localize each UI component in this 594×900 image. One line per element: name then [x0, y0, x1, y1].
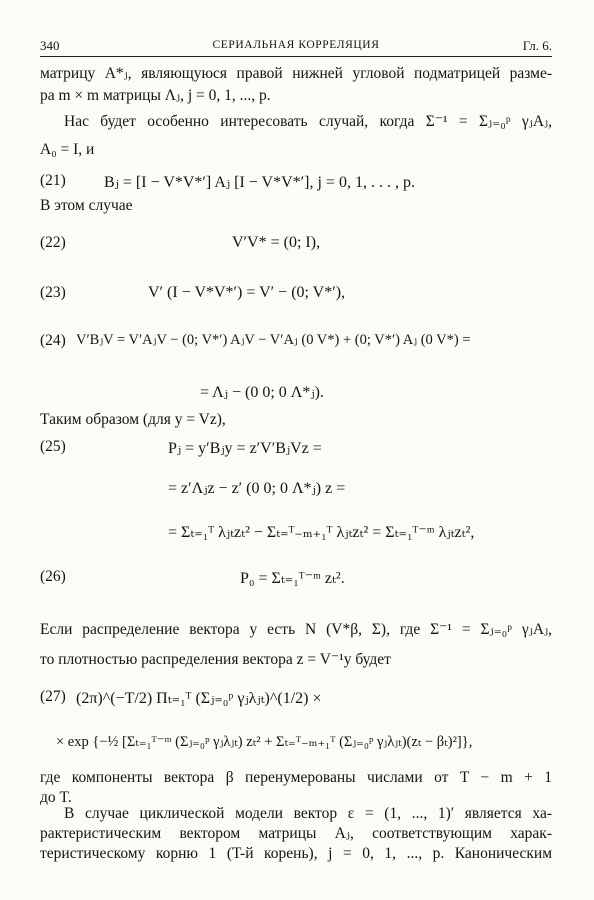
equation: V′V* = (0; I), — [232, 234, 321, 251]
header-rule — [40, 56, 552, 57]
text-line: рактеристическим вектором матрицы Aⱼ, соответствующим харак- — [40, 825, 552, 842]
equation: × exp {−½ [Σₜ₌₁ᵀ⁻ᵐ (Σⱼ₌₀ᵖ γⱼλⱼₜ) zₜ² + Σₜ₌ᵀ₋ₘ₊₁ᵀ (Σⱼ₌₀ᵖ γⱼλⱼₜ)(zₜ − βₜ)²]}, — [56, 734, 473, 750]
page-header — [40, 38, 552, 56]
text-line: Если распределение вектора y есть N (V*β, Σ), где Σ⁻¹ = Σⱼ₌₀ᵖ γⱼAⱼ, — [40, 621, 552, 638]
chapter-label: Гл. 6. — [522, 38, 552, 53]
text-line: ра m × m матрицы Λⱼ, j = 0, 1, ..., p. — [40, 87, 271, 104]
equation-number: (24) — [40, 332, 66, 349]
text-line: Таким образом (для y = Vz), — [40, 411, 226, 428]
text-line: то плотностью распределения вектора z = V⁻¹y будет — [40, 651, 391, 668]
equation: Pⱼ = y′Bⱼy = z′V′BⱼVz = — [168, 440, 322, 457]
text-line: В этом случае — [40, 197, 133, 214]
running-title: СЕРИАЛЬНАЯ КОРРЕЛЯЦИЯ — [212, 39, 380, 51]
text-line: матрицу A*ⱼ, являющуюся правой нижней угловой подматрицей разме- — [40, 65, 552, 82]
equation: V′ (I − V*V*′) = V′ − (0; V*′), — [148, 284, 346, 301]
equation: P₀ = Σₜ₌₁ᵀ⁻ᵐ zₜ². — [240, 570, 345, 587]
equation: V′BⱼV = V′AⱼV − (0; V*′) AⱼV − V′Aⱼ (0 V*) + (0; V*′) Aⱼ (0 V*) = — [76, 332, 471, 348]
equation: Bⱼ = [I − V*V*′] Aⱼ [I − V*V*′], j = 0, 1, . . . , p. — [104, 174, 415, 191]
equation-number: (21) — [40, 172, 66, 189]
text-line: A₀ = I, и — [40, 141, 95, 158]
equation: = Σₜ₌₁ᵀ λⱼₜzₜ² − Σₜ₌ᵀ₋ₘ₊₁ᵀ λⱼₜzₜ² = Σₜ₌₁ᵀ⁻ᵐ λⱼₜzₜ², — [168, 524, 475, 541]
text-line: В случае циклической модели вектор ε = (1, ..., 1)′ является ха- — [64, 805, 552, 822]
page-number: 340 — [40, 38, 60, 53]
equation: = z′Λⱼz − z′ (0 0; 0 Λ*ⱼ) z = — [168, 480, 346, 497]
equation: = Λⱼ − (0 0; 0 Λ*ⱼ). — [200, 384, 324, 401]
text-line: где компоненты вектора β перенумерованы числами от T − m + 1 — [40, 769, 552, 786]
equation-number: (23) — [40, 284, 66, 301]
equation-number: (26) — [40, 568, 66, 585]
text-line: до T. — [40, 789, 72, 806]
text-line: Нас будет особенно интересовать случай, когда Σ⁻¹ = Σⱼ₌₀ᵖ γⱼAⱼ, — [64, 113, 552, 130]
text-line: теристическому корню 1 (T-й корень), j = 0, 1, ..., p. Каноническим — [40, 845, 552, 862]
equation-number: (22) — [40, 234, 66, 251]
equation-number: (25) — [40, 438, 66, 455]
equation-number: (27) — [40, 688, 66, 705]
equation: (2π)^(−T/2) Πₜ₌₁ᵀ (Σⱼ₌₀ᵖ γⱼλⱼₜ)^(1/2) × — [76, 690, 322, 707]
